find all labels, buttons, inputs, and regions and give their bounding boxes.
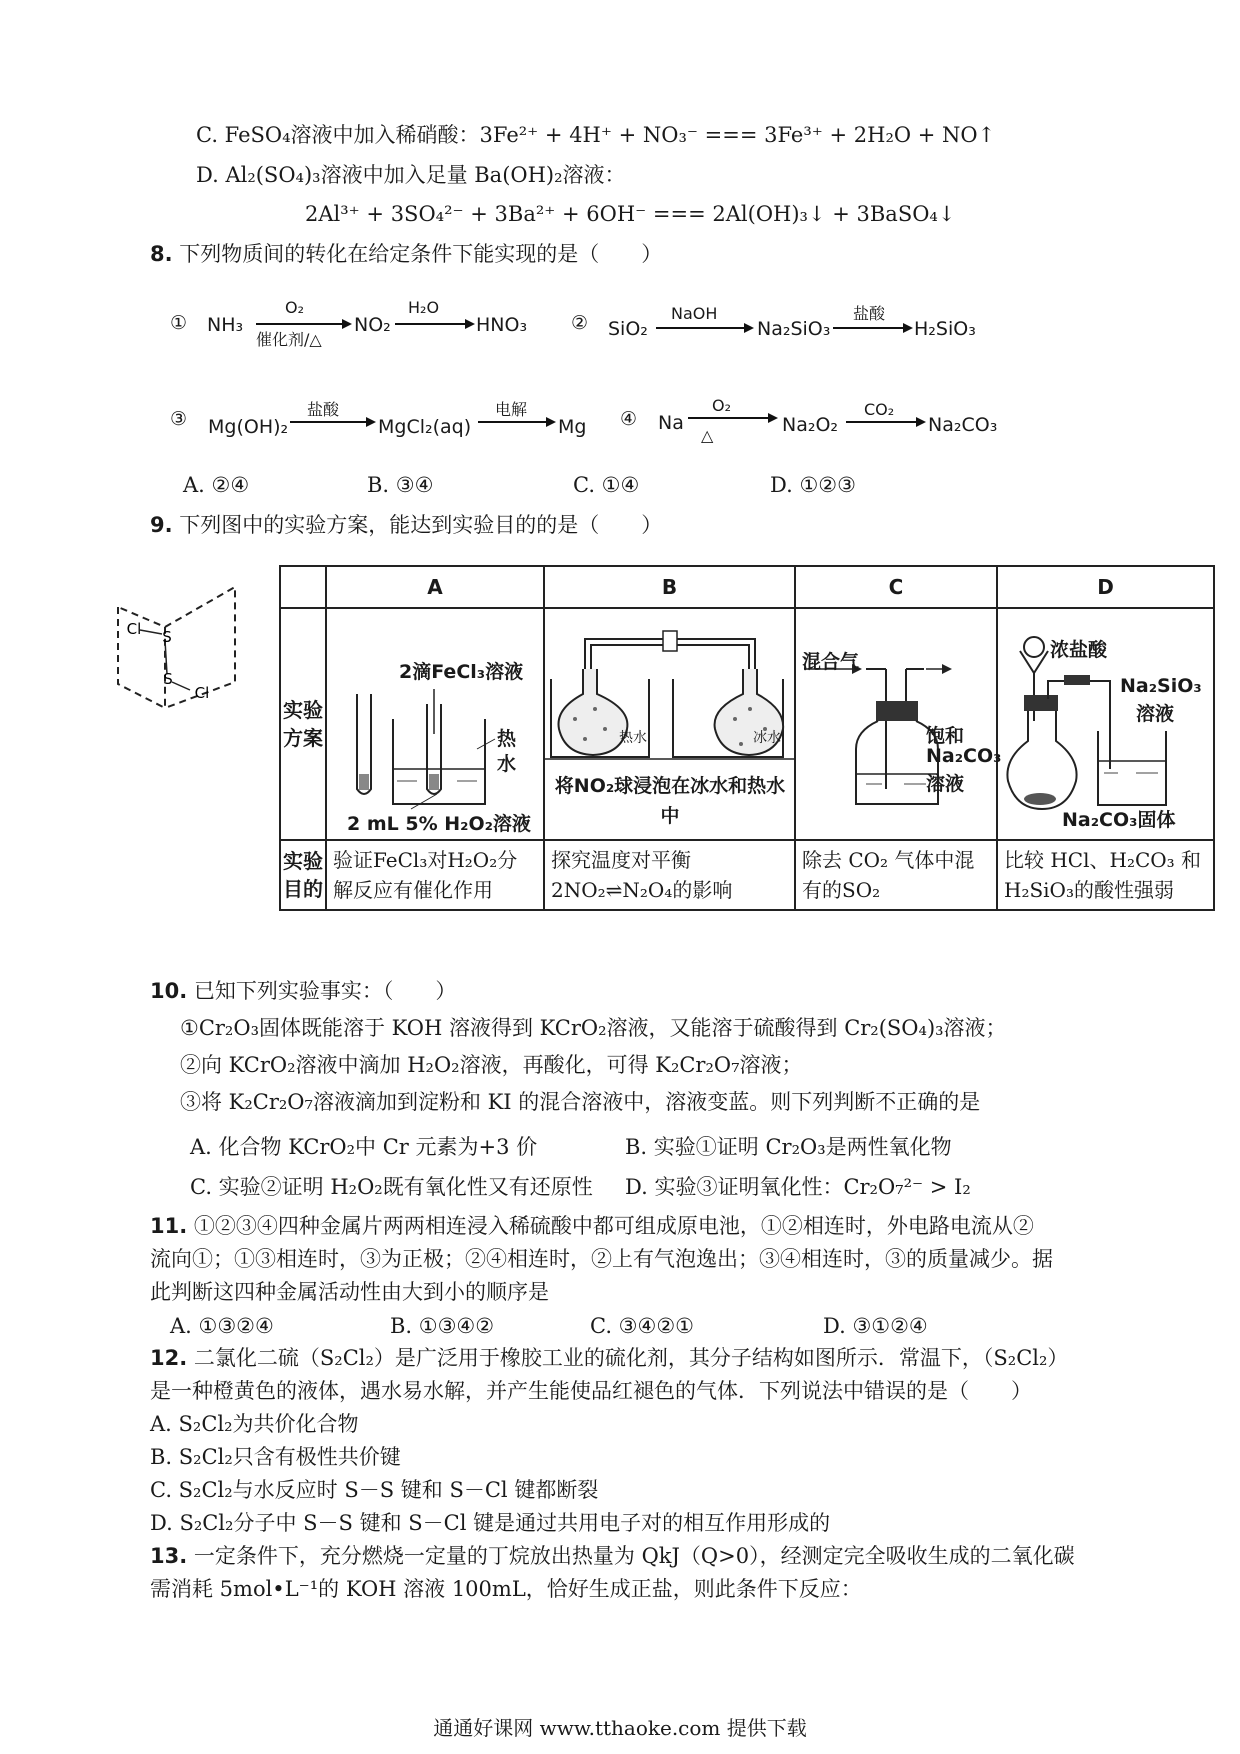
q9-purpose-a: 验证FeCl₃对H₂O₂分解反应有催化作用 [326,840,544,910]
figure-a-bottom-label: 2 mL 5% H₂O₂溶液 [347,813,531,835]
figure-a-hot-label-2: 水 [497,753,517,775]
q8-r1-arrow1 [256,318,352,330]
q8-r1-c: HNO₃ [476,314,528,336]
q8-r3-cond1-top: 盐酸 [307,400,340,419]
q7-option-d: D. Al₂(SO₄)₃溶液中加入足量 Ba(OH)₂溶液： [196,163,626,187]
q8-r2-mark: ② [571,312,589,334]
q10-stem [150,978,456,1004]
q12-option-b: B. S₂Cl₂只含有极性共价键 [150,1445,401,1469]
q10-fact-3: ③将 K₂Cr₂O₇溶液滴加到淀粉和 KI 的混合溶液中，溶液变蓝。则下列判断不正确的是 [180,1090,981,1114]
q8-option-a: A. ②④ [183,473,250,497]
q8-r3-b: MgCl₂(aq) [378,416,472,438]
q8-r4-arrow2 [846,416,926,428]
q8-r4-mark: ④ [620,408,638,430]
q7-option-d-equation: 2Al³⁺ + 3SO₄²⁻ + 3Ba²⁺ + 6OH⁻ === 2Al(OH)₃↓ + 3BaSO₄↓ [305,202,956,226]
q8-r4-cond1-bot: △ [701,426,714,445]
q7-option-c: C. FeSO₄溶液中加入稀硝酸：3Fe²⁺ + 4H⁺ + NO₃⁻ === 3Fe³⁺ + 2H₂O + NO↑ [196,123,996,147]
q11-line-3: 此判断这四种金属活动性由大到小的顺序是 [150,1280,549,1304]
q9-purpose-b: 探究温度对平衡2NO₂⇌N₂O₄的影响 [544,840,795,910]
figure-d-solution-label: 溶液 [1136,703,1175,725]
q12-line-1 [150,1345,1068,1371]
q13-line-2: 需消耗 5mol•L⁻¹的 KOH 溶液 100mL，恰好生成正盐，则此条件下反应： [150,1577,862,1601]
q11-line-1 [150,1213,1034,1239]
q8-r2-a: SiO₂ [608,318,648,340]
q9-figure-d [997,608,1214,840]
q8-r1-b: NO₂ [354,314,391,336]
figure-a-top-label: 2滴FeCl₃溶液 [399,661,524,683]
q9-number: 9. [150,513,173,537]
q8-r2-c: H₂SiO₃ [914,318,976,340]
q9-purpose-row [280,840,1214,910]
q8-r1-mark: ① [170,312,188,334]
q8-number: 8. [150,242,173,266]
q11-option-c: C. ③④②① [590,1314,694,1338]
q12-line-2: 是一种橙黄色的液体，遇水易水解，并产生能使品红褪色的气体．下列说法中错误的是（ ） [150,1379,1032,1403]
q8-r4-cond1-top: O₂ [712,396,732,415]
q9-figure-c [795,608,1002,840]
q8-r3-c: Mg [558,416,587,438]
q8-r3-cond2-top: 电解 [495,400,528,419]
q9-purpose-d: 比较 HCl、H₂CO₃ 和H₂SiO₃的酸性强弱 [997,840,1214,910]
figure-c-mixed-gas-label: 混合气 [802,651,860,673]
q12-option-a: A. S₂Cl₂为共价化合物 [150,1412,359,1436]
q11-option-d: D. ③①②④ [823,1314,928,1338]
q8-r3-arrow2 [478,416,556,428]
q10-stem-text: 已知下列实验事实：（ ） [193,979,457,1003]
q8-r4-arrow1 [688,412,778,424]
q8-r1-cond1-top: O₂ [285,298,305,317]
q10-option-b: B. 实验①证明 Cr₂O₃是两性氧化物 [625,1135,952,1159]
s2cl2-structure-figure [110,582,242,712]
q9-header-b: B [544,566,795,608]
q9-scheme-row [280,608,1214,840]
q9-header-d: D [997,566,1214,608]
q11-text-1: ①②③④四种金属片两两相连浸入稀硫酸中都可组成原电池，①②相连时，外电路电流从② [193,1214,1034,1238]
figure-d-acid-label: 浓盐酸 [1050,639,1108,661]
s2cl2-atom-s2: S [163,670,173,688]
q8-r2-cond2-top: 盐酸 [853,304,886,323]
q12-option-c: C. S₂Cl₂与水反应时 S－S 键和 S－Cl 键都断裂 [150,1478,599,1502]
s2cl2-atom-cl1: Cl [126,620,142,638]
q9-header-blank [280,566,326,608]
q8-r1-cond1-bot: 催化剂/△ [256,330,322,349]
q9-stem [150,512,662,538]
q8-r1-arrow2 [395,318,475,330]
s2cl2-atom-cl2: Cl [194,684,210,702]
q8-option-d: D. ①②③ [770,473,856,497]
q10-option-a: A. 化合物 KCrO₂中 Cr 元素为+3 价 [190,1135,538,1159]
q8-option-c: C. ①④ [573,473,640,497]
figure-c-solution-label: 溶液 [926,773,965,795]
q10-fact-1: ①Cr₂O₃固体既能溶于 KOH 溶液得到 KCrO₂溶液，又能溶于硫酸得到 Cr₂(SO₄)₃溶液； [180,1016,1007,1040]
q10-fact-2: ②向 KCrO₂溶液中滴加 H₂O₂溶液，再酸化，可得 K₂Cr₂O₇溶液； [180,1053,803,1077]
q10-option-d: D. 实验③证明氧化性：Cr₂O₇²⁻ > I₂ [625,1175,971,1199]
q9-row-label-purpose: 实验目的 [280,840,326,910]
figure-a-hot-label-1: 热 [497,728,517,750]
q8-stem [150,241,662,267]
q9-header-row [280,566,1214,608]
q9-header-a: A [326,566,544,608]
q8-r4-cond2-top: CO₂ [864,400,895,419]
q8-r4-b: Na₂O₂ [782,414,839,436]
q12-number: 12. [150,1346,188,1370]
q10-number: 10. [150,979,188,1003]
q10-option-c: C. 实验②证明 H₂O₂既有氧化性又有还原性 [190,1175,593,1199]
q8-r2-arrow2 [833,322,913,334]
q11-number: 11. [150,1214,188,1238]
q9-experiment-table [279,565,1215,911]
q8-r3-arrow1 [290,416,376,428]
q13-text-1: 一定条件下，充分燃烧一定量的丁烷放出热量为 QkJ（Q>0），经测定完全吸收生成的二氧化碳 [193,1544,1075,1568]
s2cl2-atom-s1: S [162,628,172,646]
q8-stem-text: 下列物质间的转化在给定条件下能实现的是（ ） [179,242,663,266]
q12-text-1: 二氯化二硫（S₂Cl₂）是广泛用于橡胶工业的硫化剂，其分子结构如图所示．常温下，（S₂Cl₂） [193,1346,1069,1370]
q11-option-b: B. ①③④② [390,1314,495,1338]
q11-line-2: 流向①；①③相连时，③为正极；②④相连时，②上有气泡逸出；③④相连时，③的质量减少。据 [150,1247,1053,1271]
page-footer: 通通好课网 www.tthaoke.com 提供下载 [433,1716,807,1740]
q9-figure-b [544,608,795,840]
q9-figure-a [326,608,544,840]
q8-r2-b: Na₂SiO₃ [757,318,831,340]
figure-b-caption: 将NO₂球浸泡在冰水和热水中 [554,775,786,828]
figure-b-hot-water-label: 热水 [619,730,647,746]
q8-r1-cond2-top: H₂O [408,298,440,317]
q13-number: 13. [150,1544,188,1568]
figure-c-apparatus [796,609,996,839]
figure-c-solute-label: Na₂CO₃ [926,745,1002,767]
q8-r1-a: NH₃ [207,314,244,336]
q9-purpose-c: 除去 CO₂ 气体中混有的SO₂ [795,840,997,910]
q12-option-d: D. S₂Cl₂分子中 S－S 键和 S－Cl 键是通过共用电子对的相互作用形成的 [150,1511,831,1535]
figure-b-cold-water-label: 冰水 [753,730,781,746]
q8-r2-arrow1 [656,322,754,334]
q8-option-b: B. ③④ [367,473,434,497]
q9-stem-text: 下列图中的实验方案，能达到实验目的的是（ ） [179,513,663,537]
q8-r3-mark: ③ [170,408,188,430]
q11-option-a: A. ①③②④ [170,1314,274,1338]
q8-r4-c: Na₂CO₃ [928,414,998,436]
q8-r3-a: Mg(OH)₂ [208,416,289,438]
q9-row-label-scheme: 实验方案 [280,608,326,840]
q9-header-c: C [795,566,997,608]
figure-c-saturated-label: 饱和 [926,725,965,747]
figure-d-solid-label: Na₂CO₃固体 [1062,809,1176,831]
q8-r4-a: Na [658,412,684,434]
figure-d-salt-label: Na₂SiO₃ [1120,675,1202,697]
q8-r2-cond1-top: NaOH [671,304,718,323]
q13-line-1 [150,1543,1075,1569]
